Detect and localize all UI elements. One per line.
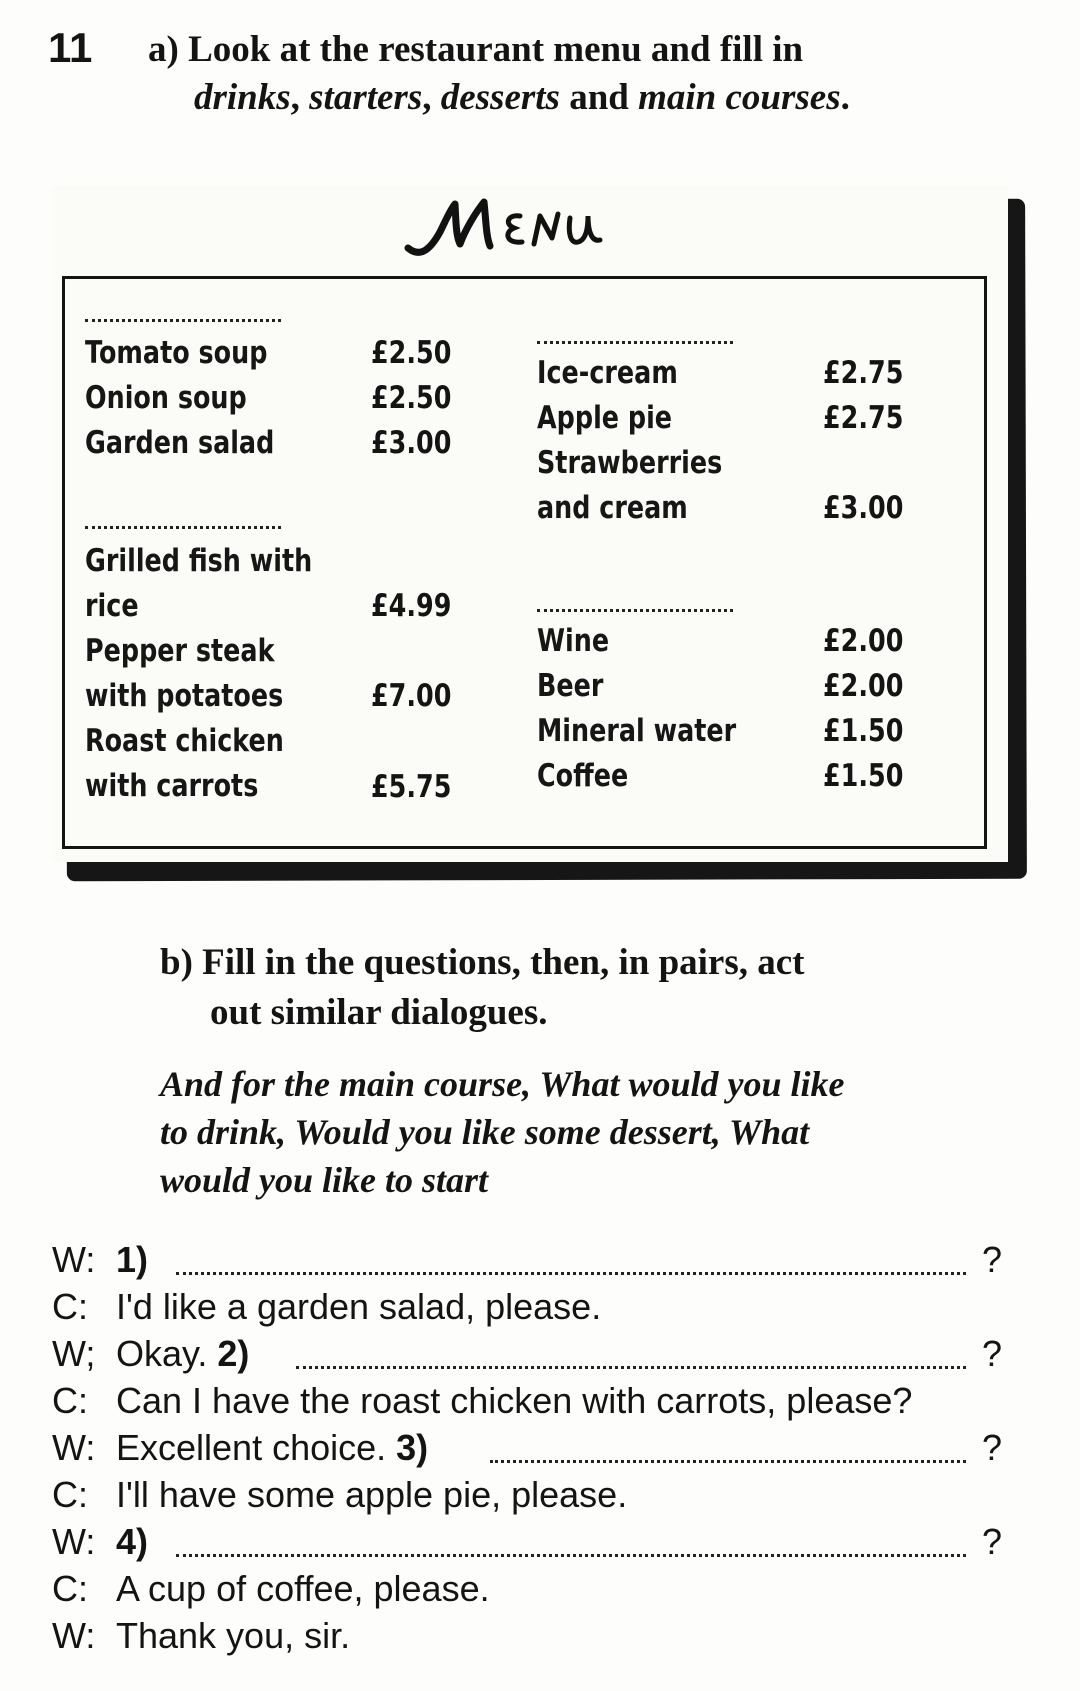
line-text: I'd like a garden salad, please. [116, 1286, 602, 1327]
menu-item: Apple pie [537, 400, 673, 436]
speaker: C: [52, 1474, 88, 1515]
dialogue-line-2 [52, 1283, 601, 1330]
menu-item: Beer [537, 668, 604, 704]
speaker: W: [52, 1521, 96, 1562]
speaker: W; [52, 1333, 96, 1374]
dialogue-line-9 [52, 1612, 350, 1659]
dialogue-line-5 [52, 1424, 1002, 1471]
menu-price: £3.00 [371, 425, 452, 461]
dialogue-line-8 [52, 1565, 490, 1612]
menu-price: £2.50 [371, 335, 452, 371]
starters-list [85, 331, 274, 466]
menu-item: Mineral water [537, 713, 737, 749]
menu-price: £3.00 [823, 490, 904, 526]
separator: , [290, 77, 310, 118]
category-blank-desserts [537, 341, 733, 344]
word-starters: starters [309, 77, 423, 118]
speaker: W: [52, 1615, 96, 1656]
line-text: Okay. [116, 1333, 218, 1374]
part-a-instruction-line2 [194, 74, 850, 122]
main-courses-list [85, 539, 312, 809]
menu-item: Garden salad [85, 425, 275, 461]
menu-item: Tomato soup [85, 335, 268, 371]
word-box [160, 1060, 990, 1204]
question-mark: ? [982, 1239, 1003, 1280]
menu-item: Pepper steak [85, 633, 275, 669]
menu-title [52, 188, 1008, 268]
menu-item: Strawberries [537, 445, 723, 481]
menu-item: Ice-cream [537, 355, 678, 391]
dialogue-line-7 [52, 1518, 1002, 1565]
line-text: Can I have the roast chicken with carrots, please? [116, 1380, 913, 1421]
word-box-line: And for the main course, What would you like [160, 1064, 845, 1104]
question-number: 1) [116, 1239, 149, 1280]
speaker: C: [52, 1568, 88, 1609]
line-text: Thank you, sir. [116, 1615, 351, 1656]
speaker: W: [52, 1427, 96, 1468]
menu-price: £2.00 [823, 668, 904, 704]
question-mark: ? [982, 1427, 1003, 1468]
answer-blank-2[interactable] [296, 1366, 966, 1369]
line-text: A cup of coffee, please. [116, 1568, 490, 1609]
menu-price: £1.50 [823, 758, 904, 794]
answer-blank-3[interactable] [490, 1460, 966, 1463]
dialogue-line-1 [52, 1236, 1002, 1283]
desserts-list [537, 351, 722, 531]
word-box-line: would you like to start [160, 1160, 489, 1200]
menu-title-lettering [400, 188, 660, 268]
word-desserts: desserts [440, 77, 560, 118]
category-blank-main-courses [85, 526, 281, 529]
menu-price: £2.50 [371, 380, 452, 416]
question-number: 3) [396, 1427, 429, 1468]
part-b-instruction: b) Fill in the questions, then, in pairs, act [160, 942, 805, 983]
menu-item: Roast chicken [85, 723, 284, 759]
category-blank-drinks [537, 609, 733, 612]
part-a-instruction: a) Look at the restaurant menu and fill in [148, 29, 804, 70]
separator: , [422, 77, 441, 118]
part-b-instruction-line2: out similar dialogues. [210, 992, 548, 1033]
menu-item: with potatoes [85, 678, 284, 714]
menu-item: and cream [537, 490, 688, 526]
menu-item: Coffee [537, 758, 629, 794]
word-drinks: drinks [194, 77, 291, 118]
word-box-line: to drink, Would you like some dessert, What [160, 1112, 810, 1152]
answer-blank-1[interactable] [176, 1272, 966, 1275]
menu-item: Wine [537, 623, 610, 659]
menu-board [62, 276, 987, 849]
question-number: 4) [116, 1521, 149, 1562]
line-text: I'll have some apple pie, please. [116, 1474, 628, 1515]
menu-price: £2.75 [823, 355, 904, 391]
speaker: W: [52, 1239, 96, 1280]
word-main-courses: main courses [638, 77, 841, 118]
menu-item: rice [85, 588, 139, 624]
category-blank-starters [85, 319, 281, 322]
question-mark: ? [982, 1333, 1003, 1374]
answer-blank-4[interactable] [176, 1554, 966, 1557]
dialogue-line-3 [52, 1330, 1002, 1377]
drinks-list [537, 619, 736, 799]
speaker: C: [52, 1286, 88, 1327]
menu-item: Grilled fish with [85, 543, 313, 579]
dialogue-line-4 [52, 1377, 912, 1424]
menu-price: £5.75 [371, 769, 452, 805]
dialogue-line-6 [52, 1471, 627, 1518]
menu-card [52, 186, 1008, 862]
question-number: 2) [217, 1333, 250, 1374]
speaker: C: [52, 1380, 88, 1421]
menu-price: £4.99 [371, 588, 452, 624]
conjunction: and [559, 77, 639, 118]
menu-item: Onion soup [85, 380, 247, 416]
exercise-number: 11 [48, 24, 93, 71]
line-text: Excellent choice. [116, 1427, 397, 1468]
menu-price: £1.50 [823, 713, 904, 749]
menu-price: £2.00 [823, 623, 904, 659]
menu-price: £7.00 [371, 678, 452, 714]
question-mark: ? [982, 1521, 1003, 1562]
period: . [840, 77, 850, 118]
menu-item: with carrots [85, 768, 259, 804]
menu-price: £2.75 [823, 400, 904, 436]
